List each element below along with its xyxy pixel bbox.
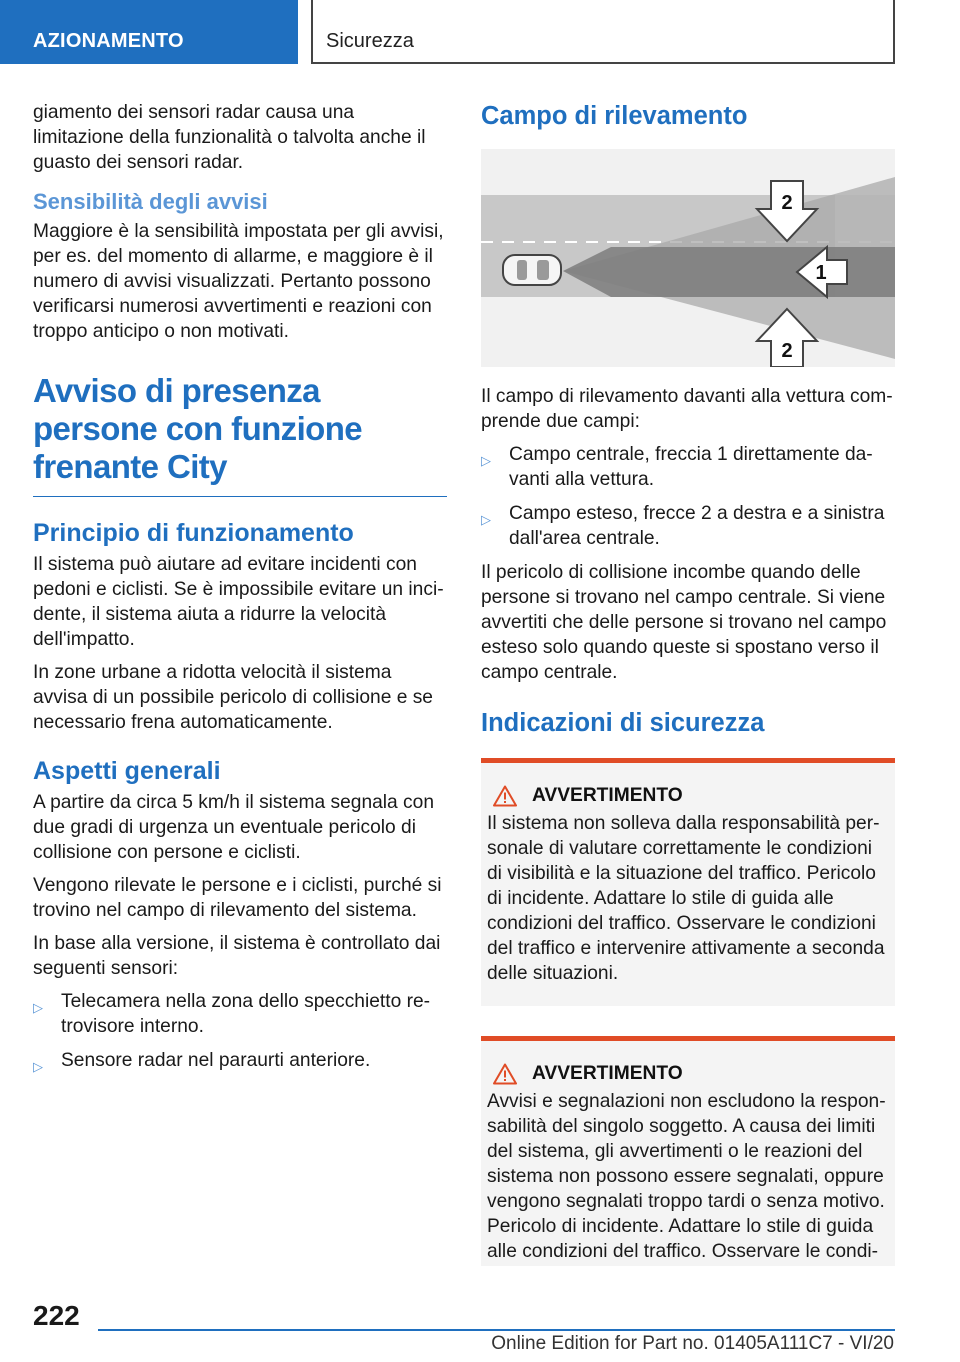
warning-text: Avvisi e segnalazioni non escludono la responsabilità del singolo soggetto. A causa dei limiti del sistema, gli avvertimenti o le reazioni del sistema non possono essere segnalati, oppure vengono segnalati troppo tardi o senza motivo. Pericolo di incidente. Adattare lo stile di guida alle condizioni del traffico. Osservare le condi- xyxy=(487,1091,886,1262)
warning-box-2 xyxy=(481,1036,895,1266)
arrow-label-2-bottom: 2 xyxy=(781,340,793,362)
section-tab[interactable]: AZIONAMENTO xyxy=(0,0,298,64)
warning-triangle-icon xyxy=(493,1063,517,1085)
sensibilita-paragraph: Maggiore è la sensibilità impostata per gli avvisi, per es. del momento di allarme, e maggiore è il numero di avvisi visualizzati. Pertanto possono verificarsi numerosi avvertimenti e reazioni con troppo anticipo o non motivati. xyxy=(33,221,444,342)
edition-note: Online Edition for Part no. 01405A111C7 - VI/20 xyxy=(491,1333,894,1354)
campo-paragraph-2: Il pericolo di collisione incombe quando delle persone si trovano nel campo centrale. Si viene avvertiti che delle persone si trovano nel campo esteso solo quando queste si spostano verso il campo centrale. xyxy=(481,562,887,683)
aspetti-heading: Aspetti generali xyxy=(33,757,221,785)
aspetti-paragraph-3: In base alla versione, il sistema è controllato dai seguenti sensori: xyxy=(33,933,441,979)
warning-text: Il sistema non solleva dalla responsabilità personale di valutare correttamente le condizioni di visibilità e la situazione del traffico. Pericolo di incidente. Adattare lo stile di guida alle condizioni del traffico. Osservare le condizioni del traffico e intervenire attivamente a seconda delle situazioni. xyxy=(487,813,885,984)
triangle-right-outline-icon: ▷ xyxy=(33,1059,43,1074)
arrow-label-1: 1 xyxy=(815,262,827,284)
warning-title: AVVERTIMENTO xyxy=(532,1063,683,1084)
sensor-list xyxy=(33,989,447,1073)
intro-paragraph: giamento dei sensori radar causa una limitazione della funzionalità o talvolta anche il guasto dei sensori radar. xyxy=(33,102,426,173)
warning-title: AVVERTIMENTO xyxy=(532,785,683,806)
triangle-right-outline-icon: ▷ xyxy=(481,453,491,468)
aspetti-paragraph-1: A partire da circa 5 km/h il sistema segnala con due gradi di urgenza un eventuale pericolo di collisione con persone e ciclisti. xyxy=(33,792,434,863)
list-item: ▷ Sensore radar nel paraurti anteriore. xyxy=(33,1048,447,1073)
arrow-label-2-top: 2 xyxy=(781,192,793,214)
campo-list xyxy=(481,442,895,551)
list-item: ▷ Telecamera nella zona dello specchietto retrovisore interno. xyxy=(33,991,431,1037)
list-item: ▷ Campo esteso, frecce 2 a destra e a sinistra dall'area centrale. xyxy=(481,503,885,549)
car-icon xyxy=(503,255,561,285)
main-section-title: Avviso di presenza persone con funzione frenante City xyxy=(33,372,447,497)
sensibilita-heading: Sensibilità degli avvisi xyxy=(33,189,268,214)
detection-range-figure xyxy=(481,149,895,367)
list-item: ▷ Campo centrale, freccia 1 direttamente davanti alla vettura. xyxy=(481,444,873,490)
principio-paragraph-2: In zone urbane a ridotta velocità il sistema avvisa di un possibile pericolo di collisione e se necessario frena automaticamente. xyxy=(33,662,433,733)
sicurezza-heading: Indicazioni di sicurezza xyxy=(481,709,765,737)
warning-box-1 xyxy=(481,758,895,1006)
footer-divider xyxy=(98,1329,895,1331)
principio-paragraph-1: Il sistema può aiutare ad evitare incidenti con pedoni e ciclisti. Se è impossibile evitare un incidente, il sistema aiuta a ridurre la velocità dell'impatto. xyxy=(33,554,444,650)
right-column xyxy=(481,100,895,1266)
page-number: 222 xyxy=(33,1300,80,1331)
left-column xyxy=(33,100,447,1082)
campo-paragraph-1: Il campo di rilevamento davanti alla vettura comprende due campi: xyxy=(481,386,893,432)
page-header xyxy=(0,0,960,66)
triangle-right-outline-icon: ▷ xyxy=(33,1000,43,1015)
campo-heading: Campo di rilevamento xyxy=(481,102,748,130)
warning-triangle-icon xyxy=(493,785,517,807)
triangle-right-outline-icon: ▷ xyxy=(481,512,491,527)
aspetti-paragraph-2: Vengono rilevate le persone e i ciclisti, purché si trovino nel campo di rilevamento del sistema. xyxy=(33,875,442,921)
principio-heading: Principio di funzionamento xyxy=(33,519,354,547)
chapter-tab[interactable]: Sicurezza xyxy=(311,0,895,64)
